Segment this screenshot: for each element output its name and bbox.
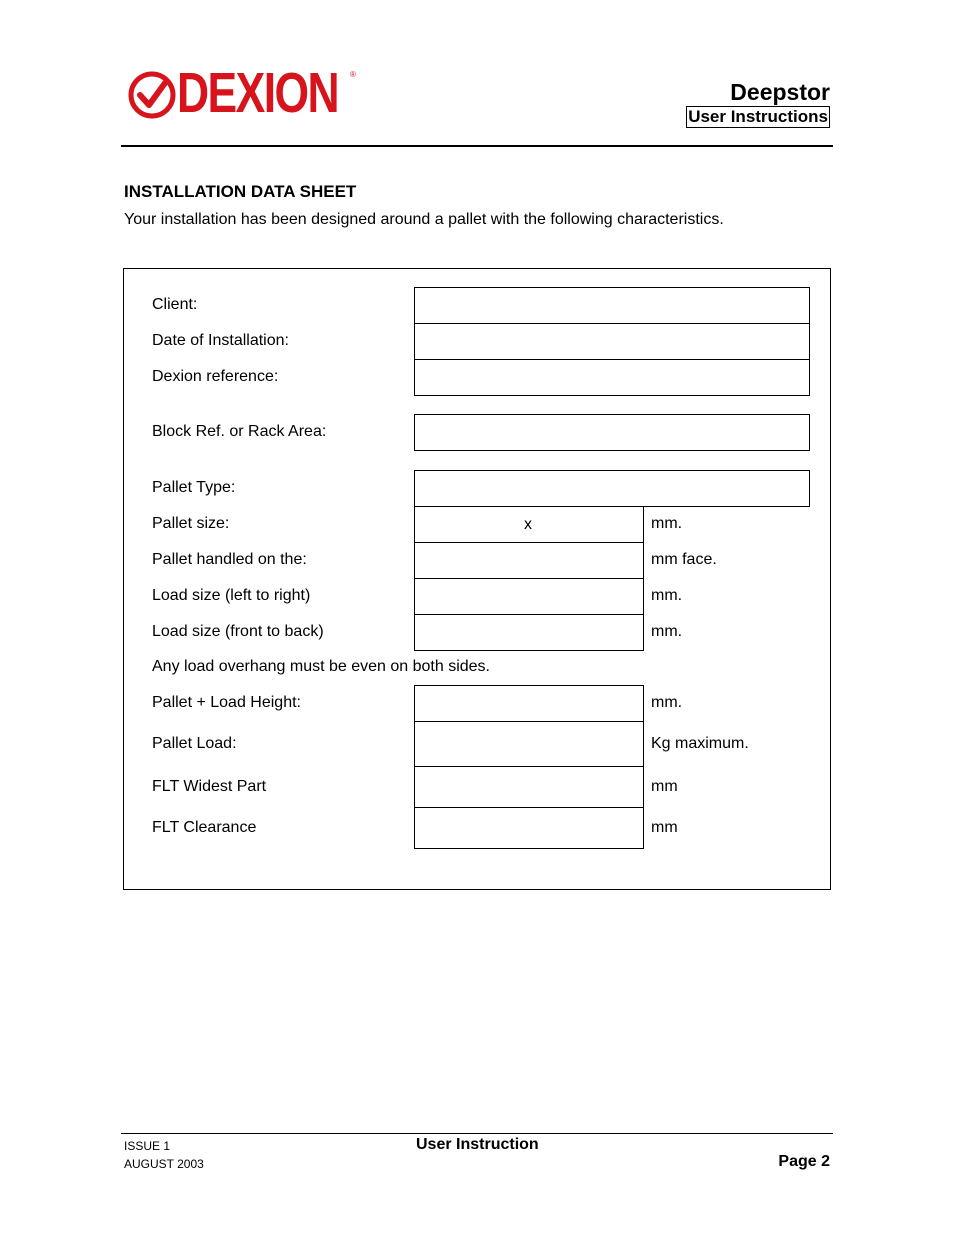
flt-widest-label: FLT Widest Part: [152, 778, 267, 795]
load-size-lr-label: Load size (left to right): [152, 587, 311, 604]
block-ref-label: Block Ref. or Rack Area:: [152, 423, 327, 440]
header-divider: [121, 145, 833, 147]
pallet-handled-field[interactable]: [414, 542, 644, 579]
flt-clearance-label: FLT Clearance: [152, 819, 257, 836]
block-ref-field[interactable]: [414, 414, 810, 451]
pallet-type-field[interactable]: [414, 470, 810, 507]
pallet-size-label: Pallet size:: [152, 515, 230, 532]
client-label: Client:: [152, 296, 198, 313]
dexion-reference-label: Dexion reference:: [152, 368, 279, 385]
pallet-size-separator: x: [524, 516, 532, 533]
registered-mark: ®: [350, 70, 356, 79]
footer-divider: [121, 1133, 833, 1134]
section-heading: INSTALLATION DATA SHEET: [124, 182, 357, 201]
page-number: Page 2: [778, 1153, 830, 1170]
dexion-reference-field[interactable]: [414, 359, 810, 396]
footer-title: User Instruction: [416, 1136, 539, 1153]
pallet-load-unit: Kg maximum.: [651, 735, 749, 752]
load-size-lr-field[interactable]: [414, 578, 644, 615]
load-size-fb-field[interactable]: [414, 614, 644, 651]
flt-widest-unit: mm: [651, 778, 678, 795]
footer-date: AUGUST 2003: [124, 1157, 204, 1171]
date-of-installation-field[interactable]: [414, 323, 810, 360]
check-circle-icon: [127, 70, 177, 120]
pallet-load-field[interactable]: [414, 721, 644, 767]
logo-wordmark: DEXION: [177, 61, 339, 125]
pallet-handled-label: Pallet handled on the:: [152, 551, 307, 568]
footer-issue: ISSUE 1: [124, 1139, 171, 1153]
date-label: Date of Installation:: [152, 332, 289, 349]
pallet-load-height-unit: mm.: [651, 694, 683, 711]
installation-form: [123, 268, 831, 890]
flt-clearance-unit: mm: [651, 819, 678, 836]
load-size-fb-label: Load size (front to back): [152, 623, 324, 640]
client-field[interactable]: [414, 287, 810, 324]
pallet-handled-unit: mm face.: [651, 551, 717, 568]
flt-widest-field[interactable]: [414, 766, 644, 808]
load-size-fb-unit: mm.: [651, 623, 683, 640]
intro-text: Your installation has been designed around a pallet with the following characteristics.: [124, 211, 724, 228]
pallet-load-label: Pallet Load:: [152, 735, 237, 752]
document-title: Deepstor: [730, 79, 830, 105]
pallet-load-height-label: Pallet + Load Height:: [152, 694, 301, 711]
overhang-note: Any load overhang must be even on both sides.: [152, 658, 490, 675]
load-size-lr-unit: mm.: [651, 587, 683, 604]
pallet-size-unit: mm.: [651, 515, 683, 532]
dexion-logo: [127, 61, 362, 125]
pallet-type-label: Pallet Type:: [152, 479, 236, 496]
pallet-size-field[interactable]: [414, 506, 644, 543]
flt-clearance-field[interactable]: [414, 807, 644, 849]
pallet-load-height-field[interactable]: [414, 685, 644, 722]
document-subtitle: User Instructions: [688, 107, 828, 126]
